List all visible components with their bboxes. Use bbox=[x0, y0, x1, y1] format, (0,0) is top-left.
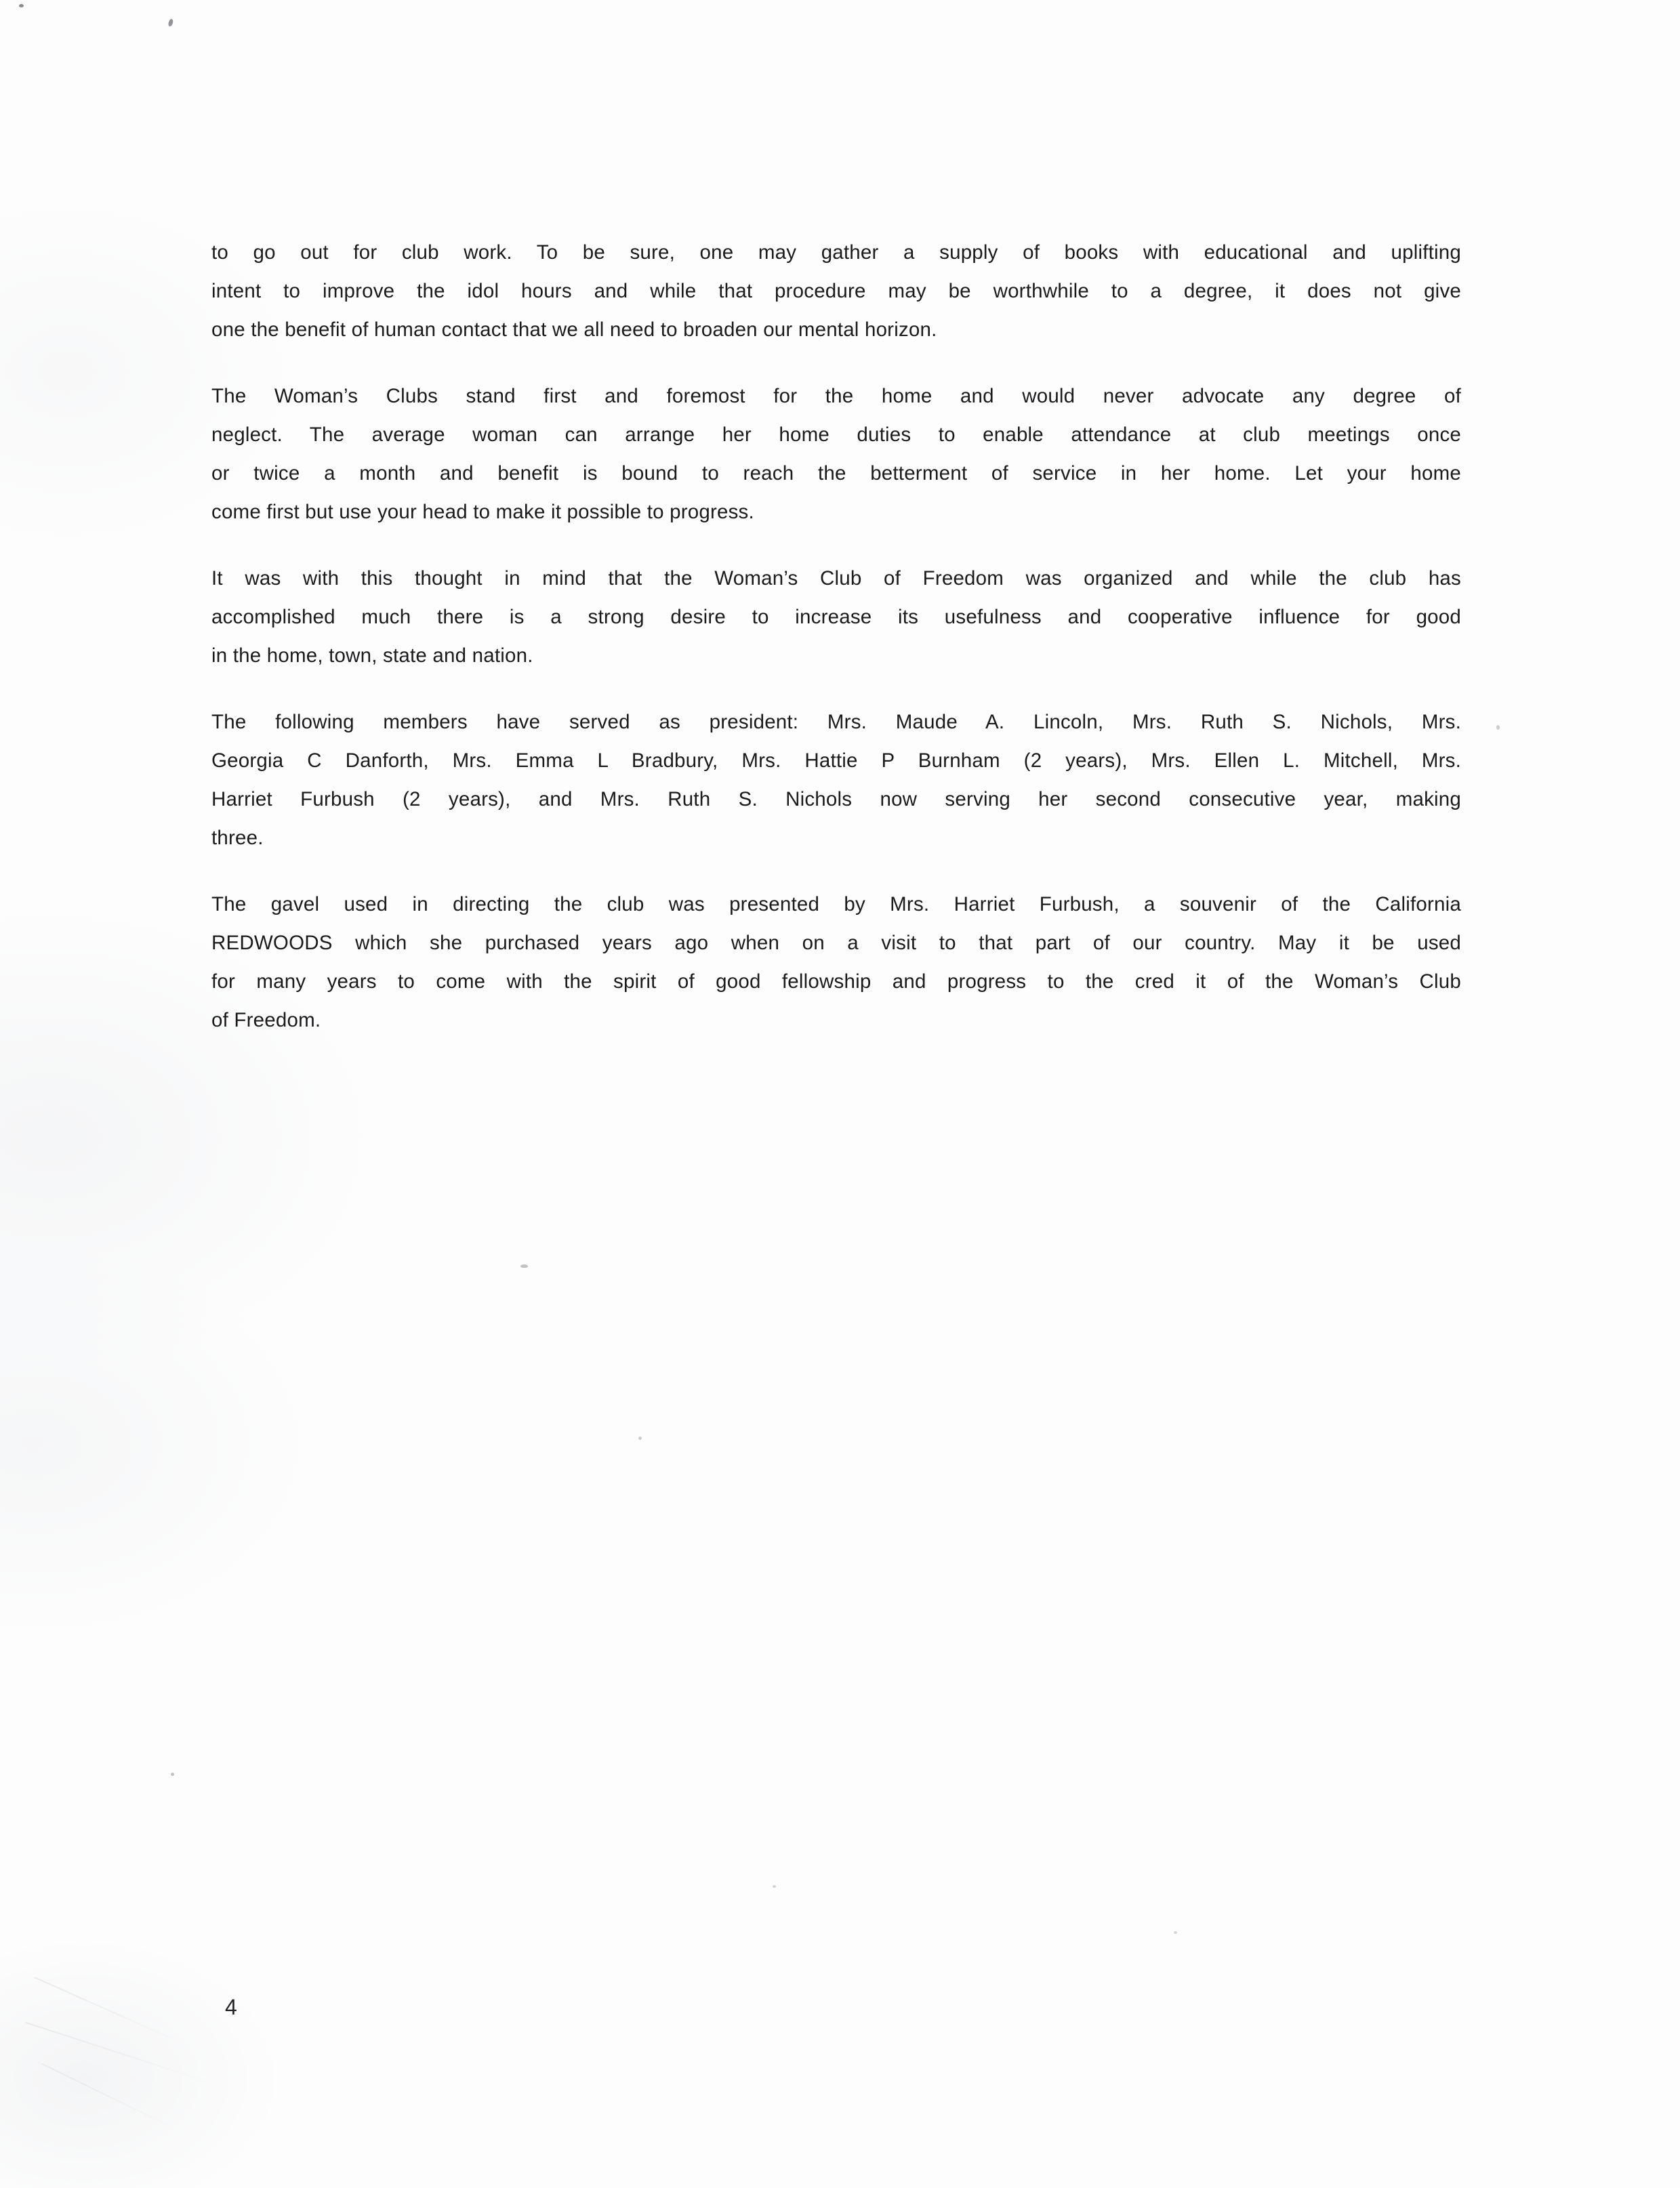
scan-speck bbox=[1496, 725, 1500, 730]
scan-speck bbox=[1174, 1931, 1177, 1934]
text-line: come first but use your head to make it possible to progress. bbox=[211, 501, 754, 523]
text-line: REDWOODS which she purchased years ago when on a visit to that part of our country. May it be used bbox=[211, 932, 1461, 954]
text-line: The following members have served as president: Mrs. Maude A. Lincoln, Mrs. Ruth S. Nichols, Mrs. bbox=[211, 711, 1461, 733]
scan-speck bbox=[638, 1437, 642, 1440]
text-line: in the home, town, state and nation. bbox=[211, 644, 533, 667]
text-line: one the benefit of human contact that we all need to broaden our mental horizon. bbox=[211, 318, 937, 341]
scan-speck bbox=[167, 18, 173, 26]
text-line: to go out for club work. To be sure, one may gather a supply of books with educational and uplifting bbox=[211, 241, 1461, 264]
text-line: three. bbox=[211, 827, 264, 849]
paragraph bbox=[211, 377, 1461, 531]
scan-scratch bbox=[34, 1977, 189, 2047]
text-line: It was with this thought in mind that the Woman’s Club of Freedom was organized and while the club has bbox=[211, 567, 1461, 590]
text-line: Harriet Furbush (2 years), and Mrs. Ruth S. Nichols now serving her second consecutive year, making bbox=[211, 788, 1461, 810]
scan-speck bbox=[520, 1264, 528, 1268]
text-line: for many years to come with the spirit of good fellowship and progress to the cred it of the Woman’s Club bbox=[211, 970, 1461, 993]
scan-speck bbox=[171, 1773, 174, 1776]
text-line: Georgia C Danforth, Mrs. Emma L Bradbury, Mrs. Hattie P Burnham (2 years), Mrs. Ellen L. Mitchell, Mrs. bbox=[211, 749, 1461, 772]
page-number: 4 bbox=[225, 1995, 237, 2019]
text-line: intent to improve the idol hours and while that procedure may be worthwhile to a degree, it does not give bbox=[211, 280, 1461, 302]
text-line: of Freedom. bbox=[211, 1009, 321, 1031]
text-line: The gavel used in directing the club was presented by Mrs. Harriet Furbush, a souvenir of the California bbox=[211, 893, 1461, 915]
document-text bbox=[211, 233, 1461, 1067]
text-line: neglect. The average woman can arrange her home duties to enable attendance at club meetings once bbox=[211, 424, 1461, 446]
scan-speck bbox=[19, 4, 24, 7]
paragraph bbox=[211, 703, 1461, 857]
text-line: The Woman’s Clubs stand first and foremost for the home and would never advocate any degree of bbox=[211, 385, 1461, 407]
paragraph bbox=[211, 559, 1461, 675]
text-line: accomplished much there is a strong desire to increase its usefulness and cooperative influence for good bbox=[211, 606, 1461, 628]
scan-scratch bbox=[41, 2063, 182, 2133]
scan-scratch bbox=[25, 2022, 219, 2086]
paragraph bbox=[211, 233, 1461, 349]
text-line: or twice a month and benefit is bound to reach the betterment of service in her home. Let your home bbox=[211, 462, 1461, 484]
paragraph bbox=[211, 885, 1461, 1039]
scan-speck bbox=[773, 1885, 776, 1888]
